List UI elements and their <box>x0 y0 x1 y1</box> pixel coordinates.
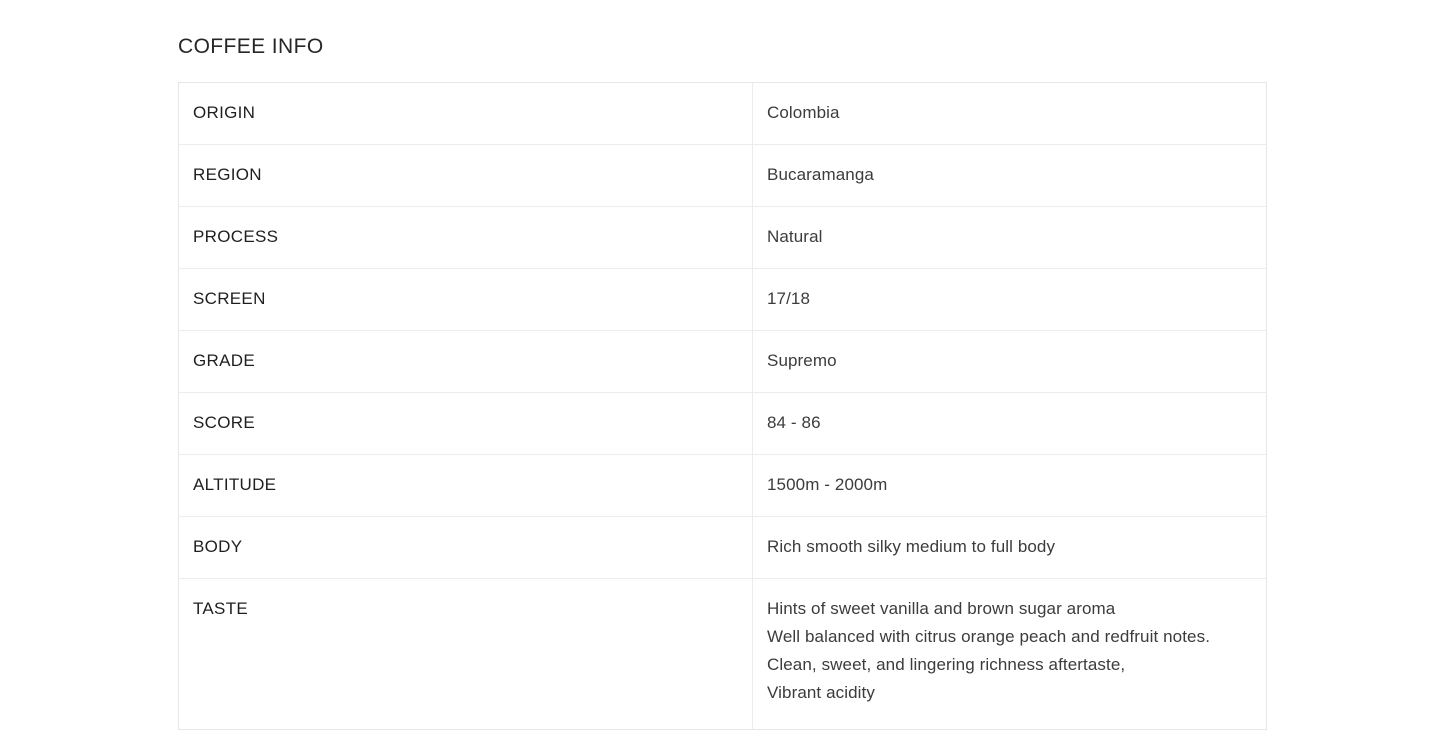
row-label: TASTE <box>193 599 249 618</box>
row-value: 84 - 86 <box>753 393 1267 455</box>
row-label: PROCESS <box>193 227 279 246</box>
row-label: ORIGIN <box>193 103 256 122</box>
row-value: 1500m - 2000m <box>753 455 1267 517</box>
row-label: ALTITUDE <box>193 475 277 494</box>
table-row <box>179 455 1267 517</box>
taste-line: Well balanced with citrus orange peach and redfruit notes. <box>767 627 1211 646</box>
row-value: Bucaramanga <box>753 145 1267 207</box>
table-row <box>179 331 1267 393</box>
row-label: BODY <box>193 537 243 556</box>
table-row <box>179 207 1267 269</box>
row-value: Natural <box>753 207 1267 269</box>
row-value: Colombia <box>753 83 1267 145</box>
coffee-info-table <box>178 82 1267 730</box>
row-label: GRADE <box>193 351 255 370</box>
row-value: Supremo <box>753 331 1267 393</box>
row-label: SCORE <box>193 413 255 432</box>
row-label: SCREEN <box>193 289 266 308</box>
row-value: 17/18 <box>753 269 1267 331</box>
table-row <box>179 517 1267 579</box>
taste-line: Vibrant acidity <box>767 683 875 702</box>
table-row <box>179 145 1267 207</box>
row-label: REGION <box>193 165 262 184</box>
row-value-taste <box>753 579 1267 730</box>
table-row <box>179 269 1267 331</box>
taste-line: Hints of sweet vanilla and brown sugar aroma <box>767 599 1116 618</box>
table-row <box>179 393 1267 455</box>
table-row-taste <box>179 579 1267 730</box>
page-title: COFFEE INFO <box>178 35 324 58</box>
table-row <box>179 83 1267 145</box>
row-value: Rich smooth silky medium to full body <box>753 517 1267 579</box>
taste-line: Clean, sweet, and lingering richness aftertaste, <box>767 655 1126 674</box>
